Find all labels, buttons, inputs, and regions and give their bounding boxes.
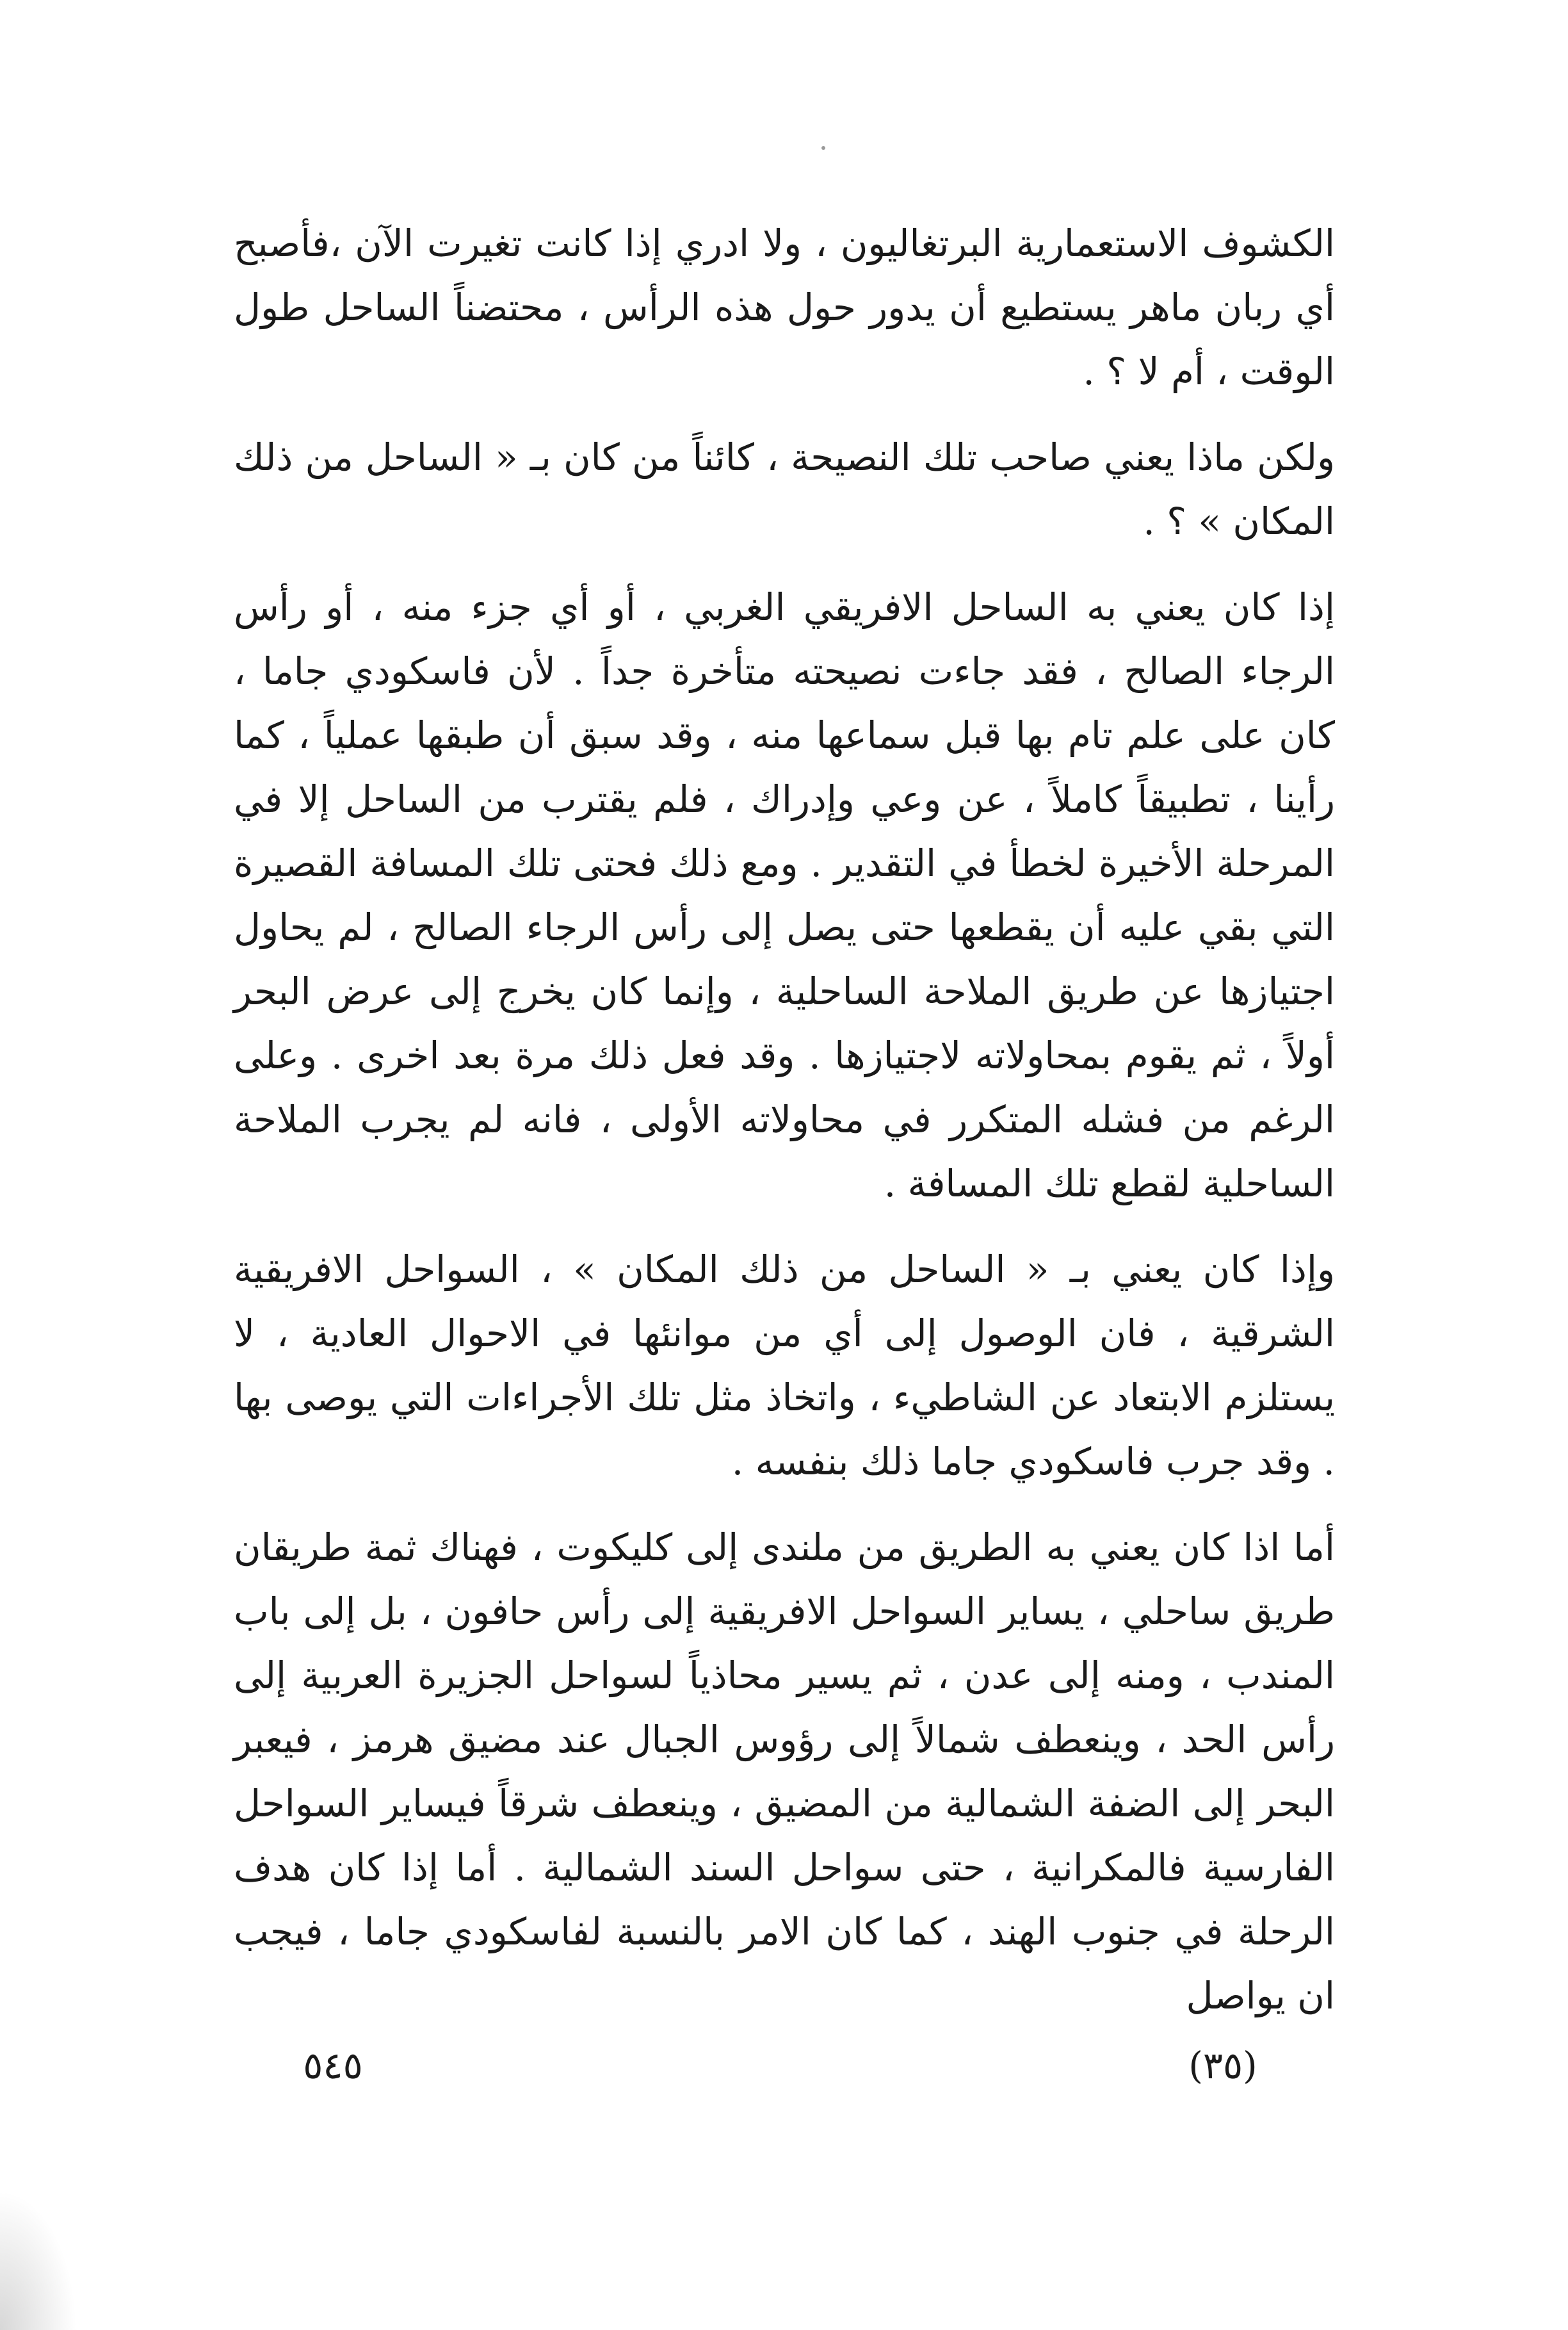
page-number: ٥٤٥ [303,2044,363,2087]
paragraph-4: وإذا كان يعني بـ « الساحل من ذلك المكان » ، السواحل الافريقية الشرقية ، فان الوصول إلى أي من موانئها في الاحوال العادية ، لا يستلزم الابتعاد عن الشاطيء ، واتخاذ مثل تلك الأجراءات التي يوصى بها . وقد جرب فاسكودي جاما ذلك بنفسه . [234,1248,1335,1483]
paragraph-1: الكشوف الاستعمارية البرتغاليون ، ولا ادري إذا كانت تغيرت الآن ،فأصبح أي ربان ماهر يستطيع أن يدور حول هذه الرأس ، محتضناً الساحل طول الوقت ، أم لا ؟ . [234,222,1335,393]
paragraph-2: ولكن ماذا يعني صاحب تلك النصيحة ، كائناً من كان بـ « الساحل من ذلك المكان » ؟ . [234,436,1335,543]
body-text [234,211,1335,2049]
paragraph-5: أما اذا كان يعني به الطريق من ملندى إلى كليكوت ، فهناك ثمة طريقان طريق ساحلي ، يساير السواحل الافريقية إلى رأس حافون ، بل إلى باب المندب ، ومنه إلى عدن ، ثم يسير محاذياً لسواحل الجزيرة العربية إلى رأس الحد ، وينعطف شمالاً إلى رؤوس الجبال عند مضيق هرمز ، فيعبر البحر إلى الضفة الشمالية من المضيق ، وينعطف شرقاً فيساير السواحل الفارسية فالمكرانية ، حتى سواحل السند الشمالية . أما إذا كان هدف الرحلة في جنوب الهند ، كما كان الامر بالنسبة لفاسكودي جاما ، فيجب ان يواصل [234,1526,1335,2017]
scan-speck [821,146,825,150]
signature-mark: (٣٥) [1188,2044,1257,2087]
scan-artifact [0,2190,77,2330]
paragraph-3: إذا كان يعني به الساحل الافريقي الغربي ، أو أي جزء منه ، أو رأس الرجاء الصالح ، فقد جاءت نصيحته متأخرة جداً . لأن فاسكودي جاما ، كان على علم تام بها قبل سماعها منه ، وقد سبق أن طبقها عملياً ، كما رأينا ، تطبيقاً كاملاً ، عن وعي وإدراك ، فلم يقترب من الساحل إلا في المرحلة الأخيرة لخطأ في التقدير . ومع ذلك فحتى تلك المسافة القصيرة التي بقي عليه أن يقطعها حتى يصل إلى رأس الرجاء الصالح ، لم يحاول اجتيازها عن طريق الملاحة الساحلية ، وإنما كان يخرج إلى عرض البحر أولاً ، ثم يقوم بمحاولاته لاجتيازها . وقد فعل ذلك مرة بعد اخرى . وعلى الرغم من فشله المتكرر في محاولاته الأولى ، فانه لم يجرب الملاحة الساحلية لقطع تلك المسافة . [234,585,1335,1205]
